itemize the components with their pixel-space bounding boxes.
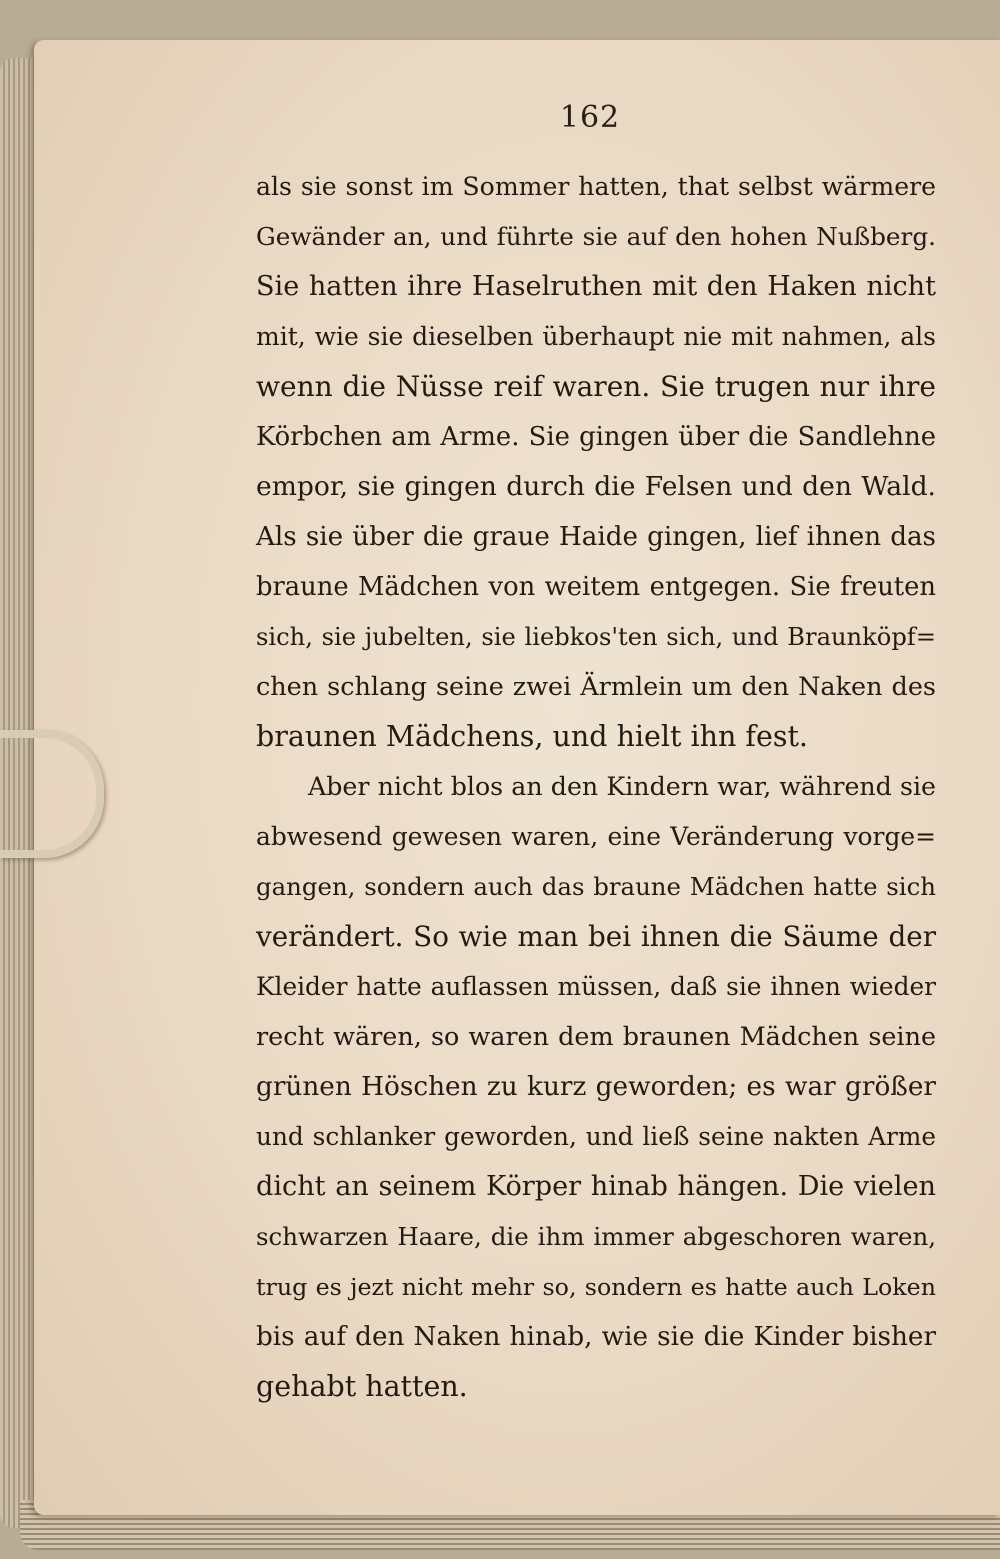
text-line: grünen Höschen zu kurz geworden; es war größer	[256, 1072, 936, 1102]
text-line: abwesend gewesen waren, eine Veränderung vorge=	[256, 822, 936, 851]
text-line: dicht an seinem Körper hinab hängen. Die vielen	[256, 1171, 936, 1202]
text-line: recht wären, so waren dem braunen Mädchen seine	[256, 1022, 936, 1052]
text-line: Aber nicht blos an den Kindern war, während sie	[308, 772, 936, 801]
text-line: verändert. So wie man bei ihnen die Säume der	[256, 920, 936, 953]
text-line: gangen, sondern auch das braune Mädchen hatte sich	[256, 872, 936, 901]
text-line: empor, sie gingen durch die Felsen und den Wald.	[256, 471, 936, 502]
text-line: schwarzen Haare, die ihm immer abgeschoren waren,	[256, 1222, 936, 1251]
text-line: Sie hatten ihre Haselruthen mit den Haken nicht	[256, 271, 936, 302]
text-line: braune Mädchen von weitem entgegen. Sie freuten	[256, 572, 936, 602]
text-line: Körbchen am Arme. Sie gingen über die Sandlehne	[256, 422, 936, 452]
text-line: chen schlang seine zwei Ärmlein um den Naken des	[256, 672, 936, 702]
body-text	[256, 162, 936, 1412]
text-line: gehabt hatten.	[256, 1370, 468, 1403]
text-line: und schlanker geworden, und ließ seine nakten Arme	[256, 1122, 936, 1151]
text-line: als sie sonst im Sommer hatten, that selbst wärmere	[256, 172, 936, 201]
text-line: Kleider hatte auflassen müssen, daß sie ihnen wieder	[256, 972, 936, 1001]
text-line: sich, sie jubelten, sie liebkos'ten sich, und Braunköpf=	[256, 623, 936, 651]
text-line: Als sie über die graue Haide gingen, lief ihnen das	[256, 522, 936, 552]
page-number: 162	[559, 100, 621, 135]
text-line: mit, wie sie dieselben überhaupt nie mit nahmen, als	[256, 322, 936, 351]
text-line: braunen Mädchens, und hielt ihn fest.	[256, 720, 808, 753]
text-line: trug es jezt nicht mehr so, sondern es hatte auch Loken	[256, 1273, 936, 1301]
text-line: bis auf den Naken hinab, wie sie die Kinder bisher	[256, 1322, 936, 1352]
text-line: Gewänder an, und führte sie auf den hohen Nußberg.	[256, 222, 936, 251]
text-line: wenn die Nüsse reif waren. Sie trugen nur ihre	[256, 370, 936, 403]
